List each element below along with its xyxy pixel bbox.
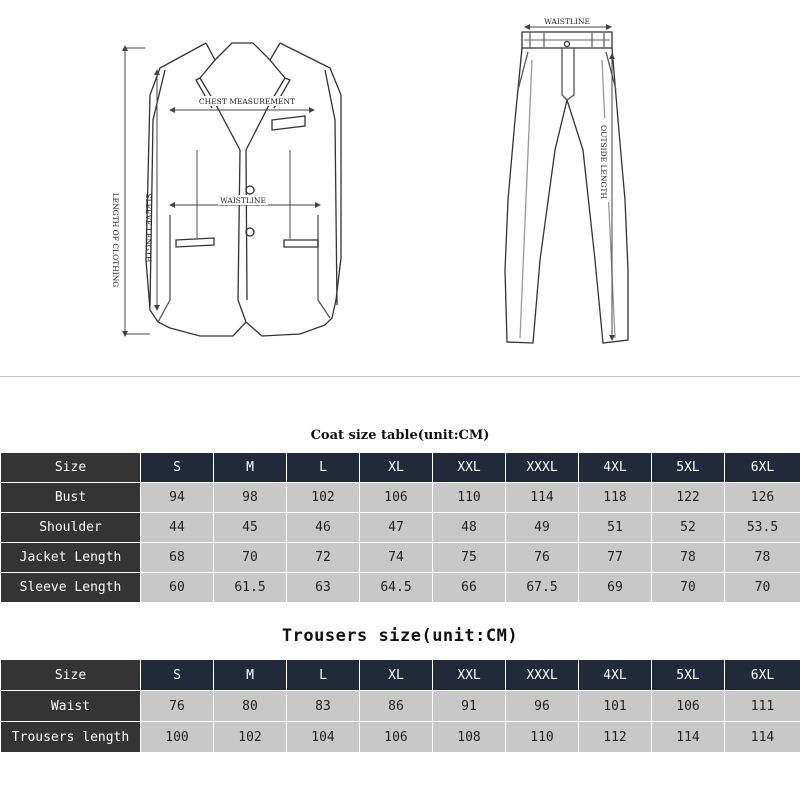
cell: 114 (506, 483, 579, 513)
row-label: Jacket Length (1, 543, 141, 573)
trousers-row-length (1, 722, 800, 753)
trousers-table-title: Trousers size(unit:CM) (281, 626, 519, 646)
coat-size-xl: XL (360, 453, 433, 483)
cell: 78 (725, 543, 800, 573)
cell: 64.5 (360, 573, 433, 603)
cell: 63 (287, 573, 360, 603)
trousers-size-6xl: 6XL (725, 660, 800, 691)
cell: 96 (506, 691, 579, 722)
cell: 49 (506, 513, 579, 543)
cell: 114 (725, 722, 800, 753)
coat-row-shoulder (1, 513, 800, 543)
cell: 52 (652, 513, 725, 543)
row-label: Trousers length (1, 722, 141, 753)
cell: 106 (360, 483, 433, 513)
cell: 111 (725, 691, 800, 722)
cell: 76 (506, 543, 579, 573)
trousers-size-m: M (214, 660, 287, 691)
coat-table-title: Coat size table(unit:CM) (310, 428, 490, 443)
trousers-size-table (0, 659, 800, 753)
trousers-size-l: L (287, 660, 360, 691)
trousers-size-xl: XL (360, 660, 433, 691)
trousers-waistline-label: WAISTLINE (544, 17, 590, 26)
row-label: Waist (1, 691, 141, 722)
cell: 70 (214, 543, 287, 573)
row-label: Bust (1, 483, 141, 513)
coat-size-table (0, 452, 800, 603)
cell: 66 (433, 573, 506, 603)
cell: 104 (287, 722, 360, 753)
cell: 60 (141, 573, 214, 603)
cell: 102 (287, 483, 360, 513)
jacket-drawing (146, 43, 341, 336)
jacket-measure-lines (125, 48, 318, 334)
trousers-size-xxl: XXL (433, 660, 506, 691)
coat-size-5xl: 5XL (652, 453, 725, 483)
cell: 46 (287, 513, 360, 543)
cell: 48 (433, 513, 506, 543)
cell: 72 (287, 543, 360, 573)
cell: 45 (214, 513, 287, 543)
cell: 110 (433, 483, 506, 513)
coat-row-bust (1, 483, 800, 513)
garment-diagram (0, 0, 800, 380)
cell: 101 (579, 691, 652, 722)
row-label: Sleeve Length (1, 573, 141, 603)
cell: 126 (725, 483, 800, 513)
cell: 86 (360, 691, 433, 722)
outside-length-label: OUTSIDE LENGTH (599, 125, 608, 199)
cell: 91 (433, 691, 506, 722)
sleeve-length-label: SLEEVE LENGTH (144, 193, 153, 263)
cell: 53.5 (725, 513, 800, 543)
cell: 70 (652, 573, 725, 603)
cell: 76 (141, 691, 214, 722)
trousers-size-xxxl: XXXL (506, 660, 579, 691)
chest-measurement-label: CHEST MEASUREMENT (198, 97, 296, 106)
cell: 70 (725, 573, 800, 603)
trousers-size-s: S (141, 660, 214, 691)
cell: 61.5 (214, 573, 287, 603)
cell: 83 (287, 691, 360, 722)
cell: 80 (214, 691, 287, 722)
section-divider (0, 376, 800, 377)
coat-size-4xl: 4XL (579, 453, 652, 483)
cell: 106 (652, 691, 725, 722)
coat-size-xxl: XXL (433, 453, 506, 483)
jacket-waistline-label: WAISTLINE (220, 196, 266, 205)
cell: 68 (141, 543, 214, 573)
cell: 69 (579, 573, 652, 603)
trousers-size-5xl: 5XL (652, 660, 725, 691)
cell: 75 (433, 543, 506, 573)
cell: 67.5 (506, 573, 579, 603)
coat-size-xxxl: XXXL (506, 453, 579, 483)
cell: 110 (506, 722, 579, 753)
cell: 51 (579, 513, 652, 543)
coat-size-l: L (287, 453, 360, 483)
trousers-row-waist (1, 691, 800, 722)
cell: 78 (652, 543, 725, 573)
row-label: Shoulder (1, 513, 141, 543)
coat-size-label: Size (1, 453, 141, 483)
length-of-clothing-label: LENGTH OF CLOTHING (111, 192, 120, 288)
trousers-drawing (505, 32, 628, 343)
trousers-size-label: Size (1, 660, 141, 691)
coat-row-sleeve-length (1, 573, 800, 603)
cell: 106 (360, 722, 433, 753)
cell: 118 (579, 483, 652, 513)
coat-size-6xl: 6XL (725, 453, 800, 483)
cell: 108 (433, 722, 506, 753)
coat-row-jacket-length (1, 543, 800, 573)
cell: 98 (214, 483, 287, 513)
cell: 47 (360, 513, 433, 543)
coat-header-row (1, 453, 800, 483)
cell: 77 (579, 543, 652, 573)
cell: 122 (652, 483, 725, 513)
trousers-size-4xl: 4XL (579, 660, 652, 691)
cell: 44 (141, 513, 214, 543)
cell: 102 (214, 722, 287, 753)
cell: 100 (141, 722, 214, 753)
cell: 112 (579, 722, 652, 753)
coat-size-m: M (214, 453, 287, 483)
coat-size-s: S (141, 453, 214, 483)
trousers-header-row (1, 660, 800, 691)
cell: 114 (652, 722, 725, 753)
cell: 94 (141, 483, 214, 513)
cell: 74 (360, 543, 433, 573)
